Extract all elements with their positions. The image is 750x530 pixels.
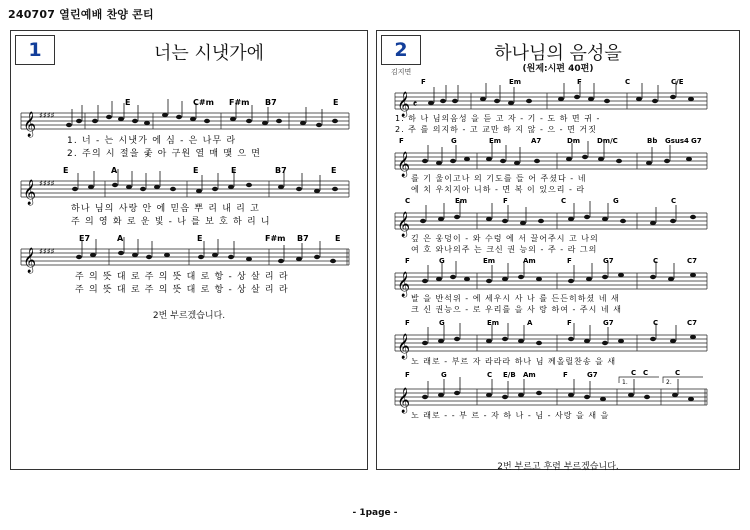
- chord-label: Em: [483, 257, 496, 265]
- treble-clef-icon: 𝄞: [397, 92, 411, 117]
- song-title: 너는 시냇가에: [153, 43, 265, 64]
- treble-clef-icon: 𝄞: [23, 112, 37, 137]
- lyric-line: 2. 주 를 의지하 - 고 교만 하 지 않 - 으 - 면 거짓: [395, 125, 597, 134]
- ending-number: 1.: [622, 379, 628, 386]
- chord-label: Em: [487, 319, 500, 327]
- chord-label: F: [421, 78, 426, 86]
- chord-label: B7: [297, 234, 309, 243]
- treble-clef-icon: 𝄞: [397, 152, 411, 177]
- staff-system-5: [395, 319, 707, 366]
- lyric-line: 1. 하 나 님의음성 을 듣 고 자 - 기 - 도 하 면 귀 -: [395, 114, 601, 123]
- song-number-badge: 1: [15, 35, 55, 65]
- chord-label: Dm: [567, 137, 581, 145]
- chord-label: C: [671, 197, 677, 205]
- chord-label: C: [643, 369, 649, 377]
- chord-label: C: [561, 197, 567, 205]
- lyric-line: 2. 주의 시 절을 좇 아 구원 열 매 맺 으 면: [67, 149, 262, 159]
- time-signature: 𝄴: [413, 100, 418, 110]
- chord-label: C/E: [671, 78, 684, 86]
- chord-label: F: [567, 257, 572, 265]
- chord-label: C: [487, 371, 493, 379]
- chord-label: Am: [523, 257, 536, 265]
- staff-system-1: [21, 98, 349, 159]
- chord-label: E: [231, 166, 237, 175]
- chord-label: B7: [265, 98, 277, 107]
- treble-clef-icon: 𝄞: [397, 272, 411, 297]
- treble-clef-icon: 𝄞: [23, 248, 37, 273]
- chord-label: B7: [275, 166, 287, 175]
- document-header: 240707 열린예배 찬양 콘티: [8, 8, 154, 21]
- chord-label: E7: [79, 234, 91, 243]
- staff-system-3: [21, 234, 349, 295]
- chord-label: G: [451, 137, 457, 145]
- chord-label: G7: [691, 137, 702, 145]
- treble-clef-icon: 𝄞: [397, 334, 411, 359]
- staff-system-2: [395, 137, 707, 194]
- staff-system-4: [395, 257, 707, 314]
- chord-label: F#m: [265, 234, 286, 243]
- lyric-line: 1. 너 - 는 시냇가 에 심 - 은 나무 라: [67, 136, 237, 146]
- chord-label: Dm/C: [597, 137, 618, 145]
- key-signature: ♯♯♯♯: [39, 111, 55, 120]
- chord-label: E/B: [503, 371, 516, 379]
- chord-label: F: [563, 371, 568, 379]
- lyric-line: 깊 은 웅덩이 - 와 수렁 에 서 끌어주시 고 나의: [411, 234, 599, 243]
- chord-label: F: [405, 371, 410, 379]
- performance-note: 2번 부르겠습니다.: [152, 311, 226, 321]
- chord-label: C: [675, 369, 681, 377]
- chord-label: C: [631, 369, 637, 377]
- song-title: 하나님의 음성을: [494, 43, 622, 64]
- song-panel-1: [10, 30, 368, 470]
- chord-label: F#m: [229, 98, 250, 107]
- lyric-line: 주 의 뜻 대 로 주 의 뜻 대 로 항 - 상 살 리 라: [75, 272, 289, 282]
- score-sheet: [391, 77, 731, 447]
- treble-clef-icon: 𝄞: [397, 212, 411, 237]
- chord-label: G7: [587, 371, 598, 379]
- chord-label: C: [653, 257, 659, 265]
- key-signature: ♯♯♯♯: [39, 247, 55, 256]
- song-panel-2: [376, 30, 740, 470]
- lyric-line: 크 신 권능으 - 로 우리를 을 사 랑 하여 - 주시 네 새: [411, 305, 622, 314]
- chord-label: C7: [687, 257, 698, 265]
- chord-label: Bb: [647, 137, 658, 145]
- chord-label: C#m: [193, 98, 214, 107]
- chord-label: F: [577, 78, 582, 86]
- chord-label: C: [653, 319, 659, 327]
- song-number-badge: 2: [381, 35, 421, 65]
- chord-label: G: [439, 257, 445, 265]
- chord-label: F: [405, 257, 410, 265]
- chord-label: A: [111, 166, 118, 175]
- chord-label: C: [405, 197, 411, 205]
- lyric-line: 노 래로 - 부르 자 라라라 하나 님 께올릴찬송 을 새: [411, 357, 617, 366]
- ending-number: 2.: [666, 379, 672, 386]
- performance-note: 2번 부르고 후렴 부르겠습니다.: [497, 462, 619, 472]
- chord-label: E: [335, 234, 341, 243]
- treble-clef-icon: 𝄞: [397, 388, 411, 413]
- chord-label: F: [399, 137, 404, 145]
- chord-label: E: [331, 166, 337, 175]
- chord-label: E: [63, 166, 69, 175]
- staff-system-1: [395, 78, 707, 134]
- treble-clef-icon: 𝄞: [23, 180, 37, 205]
- chord-label: F: [503, 197, 508, 205]
- composer-credit: 김지면: [391, 68, 412, 76]
- chord-label: G: [613, 197, 619, 205]
- lyric-line: 를 기 울이고나 의 기도를 들 어 주셨다 - 네: [411, 174, 587, 183]
- chord-label: Gsus4: [665, 137, 689, 145]
- score-sheet: [17, 71, 363, 316]
- lyric-line: 발 을 반석위 - 에 세우시 사 나 를 든든히하셨 네 새: [411, 294, 620, 303]
- staff-system-3: [395, 197, 707, 254]
- lyric-line: 여 호 와나의주 는 크신 권 능의 - 주 - 라 그의: [411, 245, 598, 254]
- lyric-line: 노 래로 - - 부 르 - 자 하 나 - 님 - 사랑 을 새 을: [411, 411, 610, 420]
- chord-label: Em: [509, 78, 522, 86]
- page-number: - 1page -: [352, 508, 398, 518]
- chord-label: F: [567, 319, 572, 327]
- chord-label: Em: [489, 137, 502, 145]
- chord-label: G: [439, 319, 445, 327]
- chord-label: E: [193, 166, 199, 175]
- chord-label: A7: [531, 137, 542, 145]
- lyric-line: 주 의 뜻 대 로 주 의 뜻 대 로 항 - 상 살 리 라: [75, 285, 289, 295]
- chord-label: G7: [603, 257, 614, 265]
- chord-label: C: [625, 78, 631, 86]
- lyric-line: 주 의 영 화 로 운 빛 - 나 를 보 호 하 리 니: [71, 217, 271, 227]
- chord-label: G7: [603, 319, 614, 327]
- song-subtitle: (원제:시편 40편): [522, 64, 594, 74]
- lyric-line: 에 치 우치지아 니하 - 면 복 이 있으리 - 라: [411, 185, 586, 194]
- chord-label: Am: [523, 371, 536, 379]
- key-signature: ♯♯♯♯: [39, 179, 55, 188]
- chord-label: Em: [455, 197, 468, 205]
- chord-label: A: [117, 234, 124, 243]
- chord-label: E: [125, 98, 131, 107]
- staff-system-6: [395, 369, 707, 420]
- chord-label: F: [405, 319, 410, 327]
- chord-label: G: [441, 371, 447, 379]
- lyric-line: 하나 님의 사랑 안 에 믿음 뿌 리 내 리 고: [71, 204, 261, 214]
- chord-label: E: [197, 234, 203, 243]
- chord-label: E: [333, 98, 339, 107]
- chord-label: C7: [687, 319, 698, 327]
- chord-label: A: [527, 319, 533, 327]
- staff-system-2: [21, 166, 349, 227]
